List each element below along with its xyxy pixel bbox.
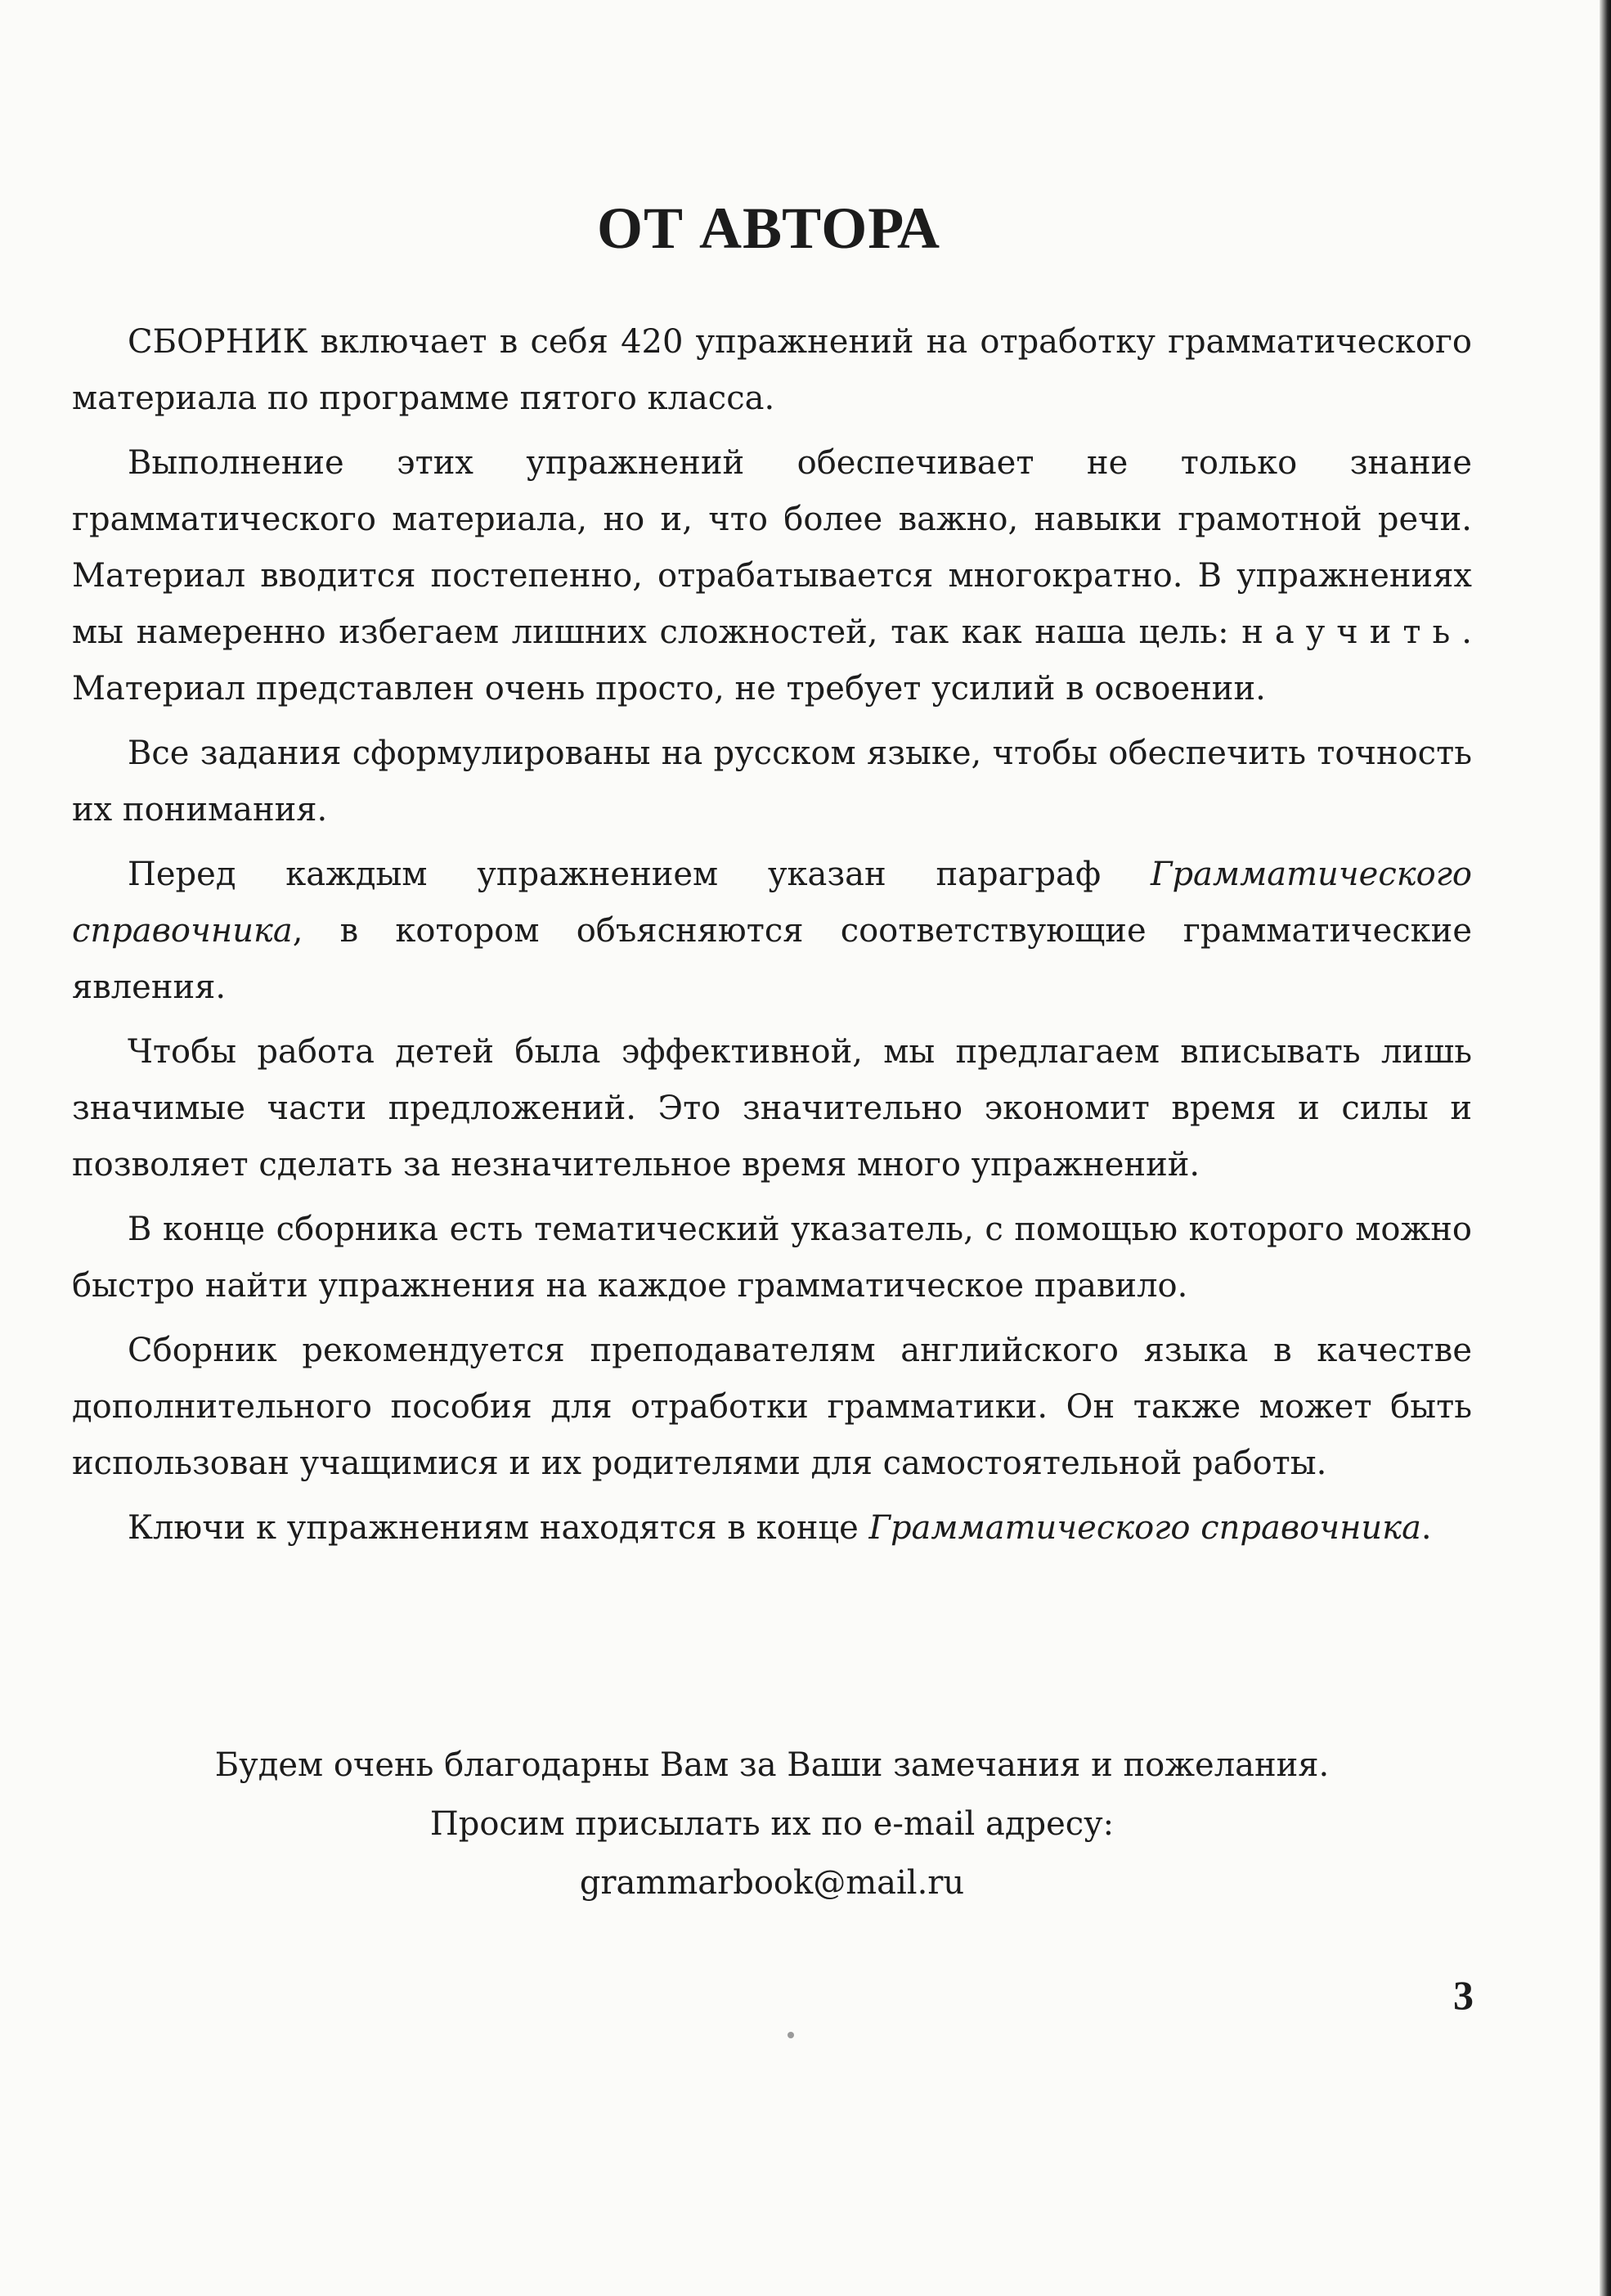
thanks-line: Будем очень благодарны Вам за Ваши замечания и пожелания. <box>214 1746 1330 1784</box>
book-reference: Грамматического справочника <box>868 1509 1421 1547</box>
emphasized-word: научить <box>1241 613 1462 651</box>
paragraph-6 <box>72 1202 1472 1314</box>
paragraph-text: . Материал представлен очень просто, не требует усилий в освоении. <box>72 613 1472 708</box>
paragraph-8 <box>72 1500 1472 1557</box>
paragraph-text: Все задания сформулированы на русском языке, чтобы обеспечить точность их понимания. <box>72 735 1472 829</box>
paragraph-text: Выполнение этих упражнений обеспечивает не только знание грамматического материала, но и, что более важно, навыки грамотной речи. Материал вводится постепенно, отрабатывается многократно. В упражнениях мы намеренно избегаем лишних сложностей, так как наша цель: <box>72 444 1472 651</box>
page-title: ОТ АВТОРА <box>597 195 940 261</box>
preface-body <box>72 314 1472 1565</box>
closing-block <box>72 1736 1472 1912</box>
page-number: 3 <box>1453 1972 1474 2018</box>
paragraph-text: , в котором объясняются соответствующие грамматические явления. <box>72 912 1472 1006</box>
book-reference: Грамматического справочника <box>72 856 1472 950</box>
paragraph-text: Перед каждым упражнением указан параграф <box>128 856 1151 893</box>
paragraph-text: Чтобы работа детей была эффективной, мы предлагаем вписывать лишь значимые части предложений. Это значительно экономит время и силы и позволяет сделать за незначительное время много упражнений. <box>72 1033 1472 1184</box>
email-address: grammarbook@mail.ru <box>579 1864 965 1902</box>
paragraph-3 <box>72 726 1472 838</box>
scan-speck <box>788 2032 794 2038</box>
paragraph-5 <box>72 1024 1472 1193</box>
paragraph-2 <box>72 435 1472 717</box>
paragraph-4 <box>72 847 1472 1016</box>
paragraph-1 <box>72 314 1472 427</box>
paragraph-text: СБОРНИК включает в себя 420 упражнений на отработку грамматического материала по программе пятого класса. <box>72 323 1472 417</box>
paragraph-text: В конце сборника есть тематический указатель, с помощью которого можно быстро найти упражнения на каждое грамматическое правило. <box>72 1211 1472 1305</box>
paragraph-text: Ключи к упражнениям находятся в конце <box>128 1509 869 1547</box>
paragraph-text: Сборник рекомендуется преподавателям английского языка в качестве дополнительного пособия для отработки грамматики. Он также может быть использован учащимися и их родителями для самостоятельной работы. <box>72 1332 1472 1482</box>
paragraph-7 <box>72 1323 1472 1492</box>
request-line: Просим присылать их по e-mail адресу: <box>429 1805 1115 1843</box>
scan-edge-shadow <box>1600 0 1611 2296</box>
paragraph-text: . <box>1420 1509 1432 1547</box>
